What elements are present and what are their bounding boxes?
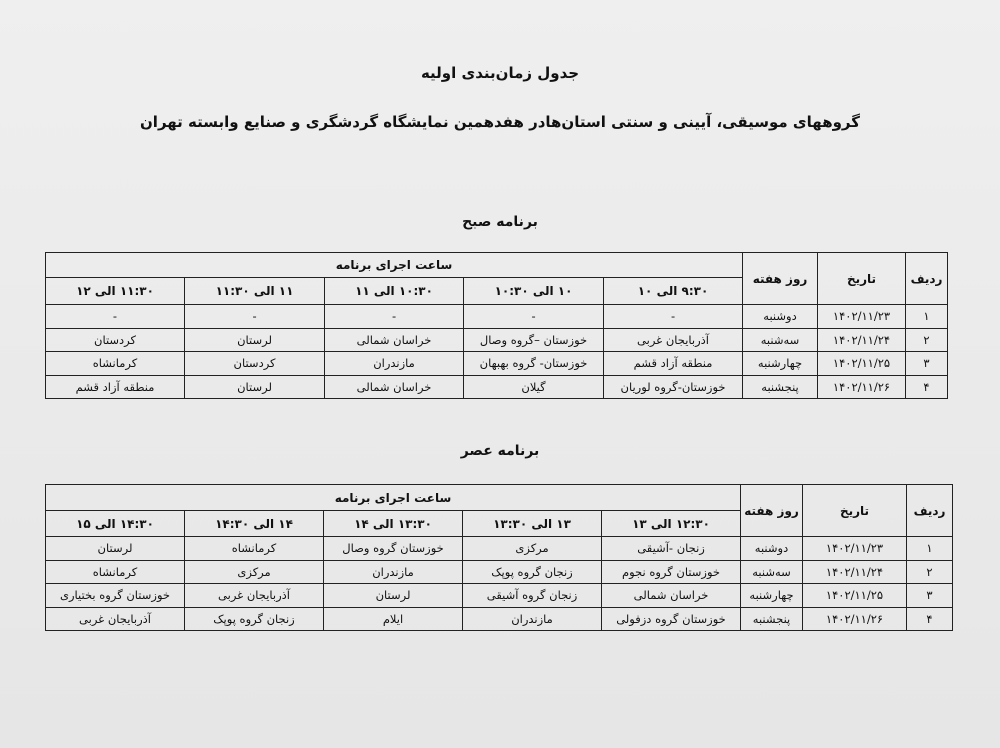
table-row [46, 305, 948, 329]
schedule-cell: - [325, 305, 464, 329]
row-number: ۴ [907, 607, 953, 631]
row-date: ۱۴۰۲/۱۱/۲۶ [818, 375, 906, 399]
schedule-cell: خراسان شمالی [325, 375, 464, 399]
schedule-cell: منطقه آزاد قشم [46, 375, 185, 399]
schedule-cell: خوزستان گروه بختیاری [46, 584, 185, 608]
time-slot-header: ۱۰ الی ۱۰:۳۰ [464, 278, 604, 305]
row-date: ۱۴۰۲/۱۱/۲۶ [803, 607, 907, 631]
row-date: ۱۴۰۲/۱۱/۲۴ [803, 560, 907, 584]
time-slot-header: ۱۴:۳۰ الی ۱۵ [46, 511, 185, 537]
schedule-cell: کرمانشاه [185, 537, 324, 561]
schedule-cell: کردستان [185, 352, 325, 376]
time-slot-header: ۱۰:۳۰ الی ۱۱ [325, 278, 464, 305]
afternoon-schedule-table [45, 484, 953, 631]
table-row [46, 560, 953, 584]
schedule-cell: خوزستان-گروه لوریان [604, 375, 743, 399]
row-number: ۱ [907, 537, 953, 561]
row-weekday: چهارشنبه [743, 352, 818, 376]
schedule-cell: زنجان گروه پوپک [463, 560, 602, 584]
schedule-cell: مرکزی [463, 537, 602, 561]
schedule-cell: خراسان شمالی [602, 584, 741, 608]
table-row [46, 328, 948, 352]
row-weekday: دوشنبه [743, 305, 818, 329]
header-row-no: ردیف [907, 485, 953, 537]
afternoon-section-title: برنامه عصر [460, 443, 540, 459]
row-number: ۱ [906, 305, 948, 329]
schedule-cell: خراسان شمالی [325, 328, 464, 352]
schedule-cell: آذربایجان غربی [185, 584, 324, 608]
table-row [46, 537, 953, 561]
row-weekday: سه‌شنبه [743, 328, 818, 352]
schedule-cell: خوزستان –گروه وصال [464, 328, 604, 352]
header-weekday: روز هفته [743, 253, 818, 305]
schedule-cell: - [185, 305, 325, 329]
row-number: ۳ [907, 584, 953, 608]
schedule-cell: منطقه آزاد قشم [604, 352, 743, 376]
schedule-cell: مازندران [324, 560, 463, 584]
row-weekday: پنجشنبه [741, 607, 803, 631]
schedule-cell: - [604, 305, 743, 329]
row-number: ۲ [906, 328, 948, 352]
schedule-cell: زنجان -آشیقی [602, 537, 741, 561]
schedule-cell: لرستان [324, 584, 463, 608]
document-title: جدول زمان‌بندی اولیه [420, 64, 580, 82]
schedule-cell: کرمانشاه [46, 560, 185, 584]
schedule-cell: مرکزی [185, 560, 324, 584]
time-slot-header: ۱۳ الی ۱۳:۳۰ [463, 511, 602, 537]
row-date: ۱۴۰۲/۱۱/۲۵ [818, 352, 906, 376]
row-number: ۲ [907, 560, 953, 584]
schedule-cell: - [46, 305, 185, 329]
schedule-cell: خوزستان گروه نجوم [602, 560, 741, 584]
schedule-cell: مازندران [325, 352, 464, 376]
time-slot-header: ۱۲:۳۰ الی ۱۳ [602, 511, 741, 537]
row-date: ۱۴۰۲/۱۱/۲۳ [818, 305, 906, 329]
schedule-cell: خوزستان گروه دزفولی [602, 607, 741, 631]
time-slot-header: ۱۱ الی ۱۱:۳۰ [185, 278, 325, 305]
row-weekday: چهارشنبه [741, 584, 803, 608]
header-exec-time: ساعت اجرای برنامه [46, 485, 741, 511]
schedule-cell: لرستان [185, 375, 325, 399]
row-date: ۱۴۰۲/۱۱/۲۵ [803, 584, 907, 608]
schedule-cell: کردستان [46, 328, 185, 352]
schedule-cell: کرمانشاه [46, 352, 185, 376]
schedule-cell: ایلام [324, 607, 463, 631]
schedule-cell: آذربایجان غربی [604, 328, 743, 352]
table-row [46, 584, 953, 608]
row-date: ۱۴۰۲/۱۱/۲۴ [818, 328, 906, 352]
document-subtitle: گروههای موسیقی، آیینی و سنتی استان‌هادر هفدهمین نمایشگاه گردشگری و صنایع وابسته تهران [140, 113, 860, 131]
row-weekday: سه‌شنبه [741, 560, 803, 584]
morning-section-title: برنامه صبح [462, 214, 538, 230]
schedule-cell: لرستان [185, 328, 325, 352]
row-date: ۱۴۰۲/۱۱/۲۳ [803, 537, 907, 561]
schedule-cell: آذربایجان غربی [46, 607, 185, 631]
schedule-cell: خوزستان گروه وصال [324, 537, 463, 561]
header-date: تاریخ [803, 485, 907, 537]
schedule-cell: گیلان [464, 375, 604, 399]
table-row [46, 352, 948, 376]
time-slot-header: ۹:۳۰ الی ۱۰ [604, 278, 743, 305]
time-slot-header: ۱۴ الی ۱۴:۳۰ [185, 511, 324, 537]
schedule-cell: خوزستان- گروه بهبهان [464, 352, 604, 376]
time-slot-header: ۱۱:۳۰ الی ۱۲ [46, 278, 185, 305]
schedule-cell: - [464, 305, 604, 329]
row-weekday: دوشنبه [741, 537, 803, 561]
morning-schedule-table [45, 252, 948, 399]
time-slot-header: ۱۳:۳۰ الی ۱۴ [324, 511, 463, 537]
schedule-cell: لرستان [46, 537, 185, 561]
table-row [46, 607, 953, 631]
schedule-cell: مازندران [463, 607, 602, 631]
row-number: ۳ [906, 352, 948, 376]
schedule-cell: زنجان گروه آشیقی [463, 584, 602, 608]
schedule-cell: زنجان گروه پوپک [185, 607, 324, 631]
table-row [46, 375, 948, 399]
header-row-no: ردیف [906, 253, 948, 305]
header-weekday: روز هفته [741, 485, 803, 537]
row-weekday: پنجشنبه [743, 375, 818, 399]
header-date: تاریخ [818, 253, 906, 305]
header-exec-time: ساعت اجرای برنامه [46, 253, 743, 278]
row-number: ۴ [906, 375, 948, 399]
